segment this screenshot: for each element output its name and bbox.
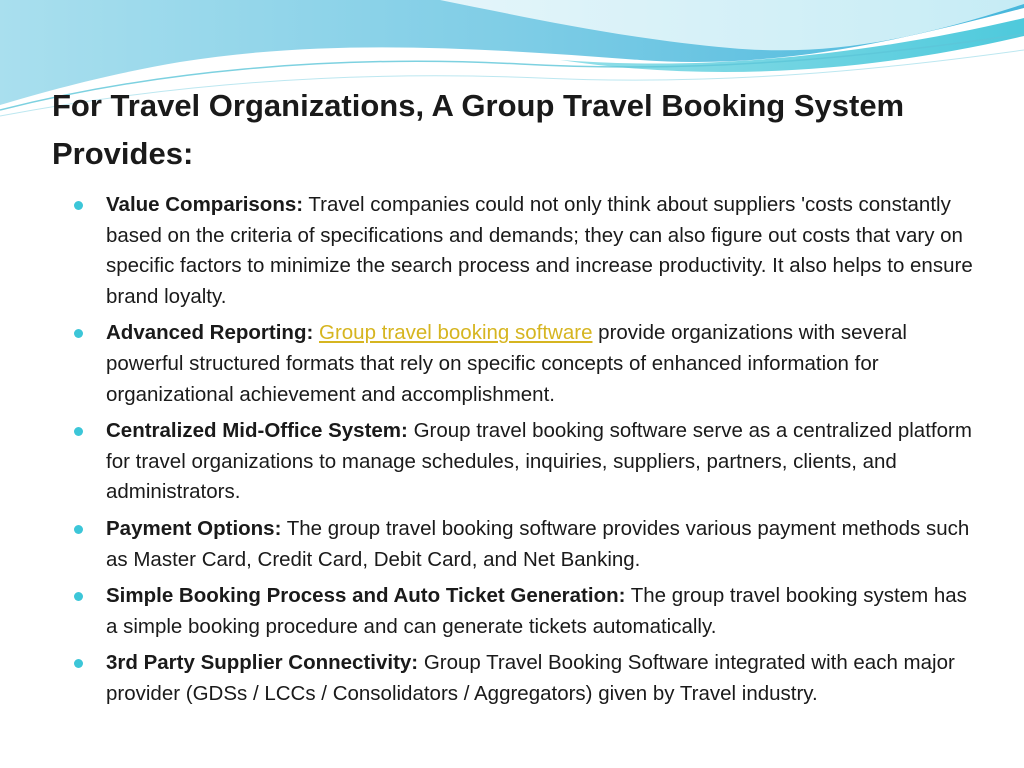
list-item-simple-booking [72,581,977,642]
bullet-term: Payment Options: [106,516,282,540]
bullet-list [72,190,977,716]
bullet-text: provide organizations with several powerful structured formats that rely on specific concepts of enhanced information for organizational achievement and accomplishment. [106,321,907,406]
bullet-dot-icon [74,659,83,668]
bullet-term: Value Comparisons: [106,193,304,216]
bullet-text: The group travel booking system has a simple booking procedure and can generate tickets automatically. [106,584,967,638]
slide-title: For Travel Organizations, A Group Travel Booking System Provides: [52,88,905,171]
list-item-centralized-mid-office [72,416,977,508]
bullet-text: The group travel booking software provides various payment methods such as Master Card, Credit Card, Debit Card, and Net Banking. [106,516,970,571]
bullet-term: 3rd Party Supplier Connectivity: [106,651,419,675]
bullet-dot-icon [74,427,83,436]
bullet-dot-icon [74,592,83,601]
bullet-term: Simple Booking Process and Auto Ticket Generation: [106,584,626,608]
bullet-term: Advanced Reporting: [106,321,314,345]
list-item-value-comparisons [72,190,977,312]
bullet-text: Group Travel Booking Software integrated with each major provider (GDSs / LCCs / Consolidators / Aggregators) given by Travel industry. [106,651,955,705]
bullet-text: Group travel booking software serve as a centralized platform for travel organizations to manage schedules, inquiries, suppliers, partners, clients, and administrators. [106,419,972,504]
bullet-text: Travel companies could not only think about suppliers 'costs constantly based on the criteria of specifications and demands; they can also figure out costs that vary on specific factors to minimize the search process and increase productivity. It also helps to ensure brand loyalty. [106,193,973,308]
list-item-third-party-connectivity [72,648,977,709]
list-item-payment-options [72,514,977,575]
list-item-advanced-reporting [72,318,977,410]
group-travel-booking-software-link[interactable]: Group travel booking software [319,321,593,345]
bullet-dot-icon [74,201,83,210]
bullet-term: Centralized Mid-Office System: [106,419,408,443]
bullet-dot-icon [74,525,83,534]
bullet-dot-icon [74,329,83,338]
